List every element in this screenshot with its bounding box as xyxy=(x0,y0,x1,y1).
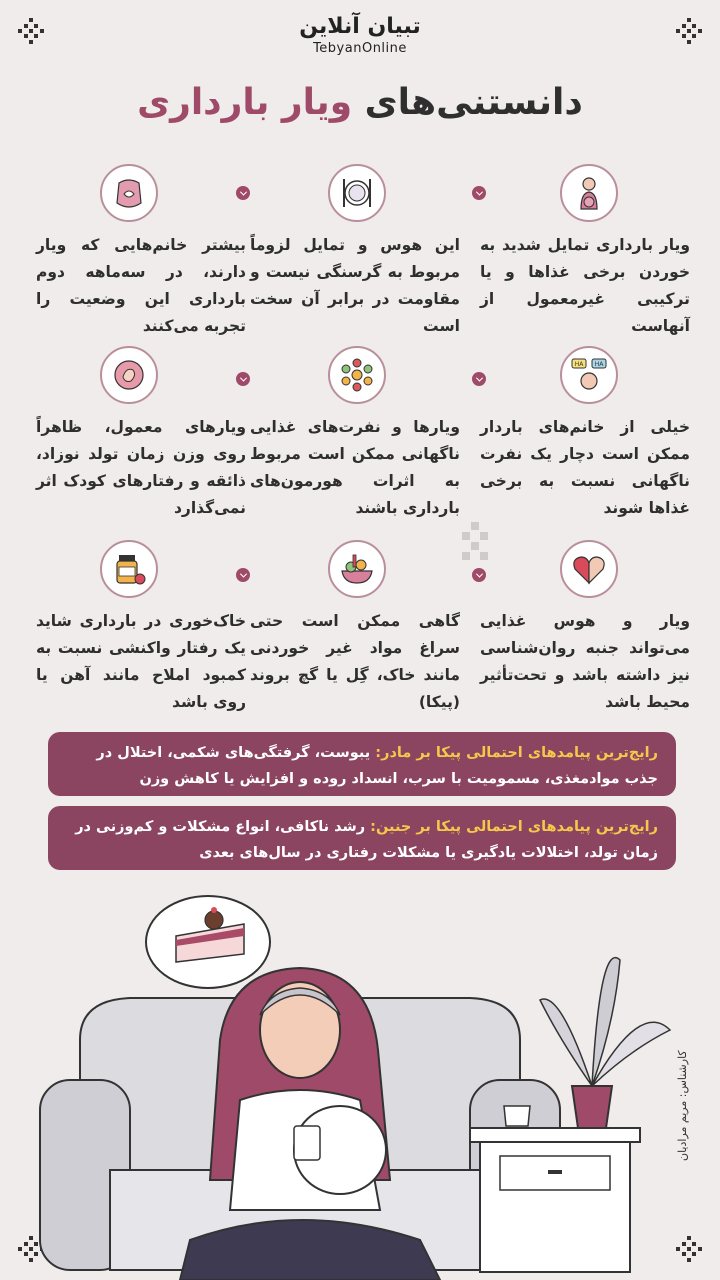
fact-7: ویار و هوس غذایی می‌تواند جنبه روان‌شناسی نیز داشته باشد و تحت‌تأثیر محیط باشد xyxy=(480,612,690,711)
band-1-text: یبوست، گرفتگی‌های شکمی، اختلال در جذب موادمغذی، مسمومیت با سرب، انسداد روده و افزایش یا کاهش وزن xyxy=(96,745,658,787)
band-1-highlight: رایج‌ترین پیامدهای احتمالی پیکا بر مادر: xyxy=(375,745,658,761)
chevron-down-icon xyxy=(236,568,250,582)
page-title xyxy=(0,82,720,123)
baby-cell-icon xyxy=(100,346,158,404)
plate-cutlery-icon xyxy=(328,164,386,222)
pregnant-belly-icon xyxy=(100,164,158,222)
credit-text: کارشناس: مریم مرادیان xyxy=(676,1050,689,1161)
speech-ha-icon xyxy=(560,346,618,404)
heart-brain-icon xyxy=(560,540,618,598)
hormone-molecule-icon xyxy=(328,346,386,404)
logo-latin: TebyanOnline xyxy=(313,41,407,56)
chevron-down-icon xyxy=(472,568,486,582)
bowl-food-icon xyxy=(328,540,386,598)
fact-1: ویار بارداری تمایل شدید به خوردن برخی غذاها و یا ترکیبی غیرمعمول از آنهاست xyxy=(480,236,690,335)
chevron-down-icon xyxy=(236,372,250,386)
chevron-down-icon xyxy=(472,372,486,386)
fact-9: خاک‌خوری در بارداری شاید یک رفتار واکنشی نسبت به کمبود املاح مانند آهن یا روی باشد xyxy=(36,612,246,711)
fact-2: این هوس و تمایل لزوماً مربوط به گرسنگی نیست و مقاومت در برابر آن سخت است xyxy=(250,236,460,335)
title-part-2: ویار بارداری xyxy=(137,82,353,123)
band-2-text: رشد ناکافی، انواع مشکلات و کم‌وزنی در زمان تولد، اختلالات یادگیری یا مشکلات رفتاری در سال‌های بعدی xyxy=(75,819,658,861)
fact-3: بیشتر خانم‌هایی که ویار دارند، در سه‌ماهه دوم بارداری این وضعیت را تجربه می‌کنند xyxy=(36,236,246,335)
chevron-down-icon xyxy=(472,186,486,200)
chevron-down-icon xyxy=(236,186,250,200)
fact-6: ویارهای معمول، ظاهراً روی وزن زمان تولد نوزاد، ذائقه و رفتارهای کودک اثر نمی‌گذارد xyxy=(36,418,246,517)
svg-text:HA: HA xyxy=(574,361,584,368)
svg-text:HA: HA xyxy=(594,361,604,368)
supplement-jar-icon xyxy=(100,540,158,598)
band-2-highlight: رایج‌ترین پیامدهای احتمالی پیکا بر جنین: xyxy=(370,819,658,835)
fact-5: ویارها و نفرت‌های غذایی ناگهانی ممکن است مربوط به اثرات هورمون‌های بارداری باشند xyxy=(250,418,460,517)
fact-8: گاهی ممکن است حتی سراغ مواد غیر خوردنی مانند خاک، گِل یا گچ بروند (پیکا) xyxy=(250,612,460,711)
site-logo xyxy=(0,14,720,56)
logo-persian: تبیان آنلاین xyxy=(299,14,421,39)
mother-consequences-band xyxy=(48,732,676,796)
pregnant-woman-sofa-illustration xyxy=(0,880,720,1280)
fetus-consequences-band xyxy=(48,806,676,870)
fact-4: خیلی از خانم‌های باردار ممکن است دچار یک نفرت ناگهانی نسبت به برخی غذاها شوند xyxy=(480,418,690,517)
title-part-1: دانستنی‌های xyxy=(364,82,583,123)
pregnant-woman-icon xyxy=(560,164,618,222)
watermark-logo-icon xyxy=(452,522,498,568)
